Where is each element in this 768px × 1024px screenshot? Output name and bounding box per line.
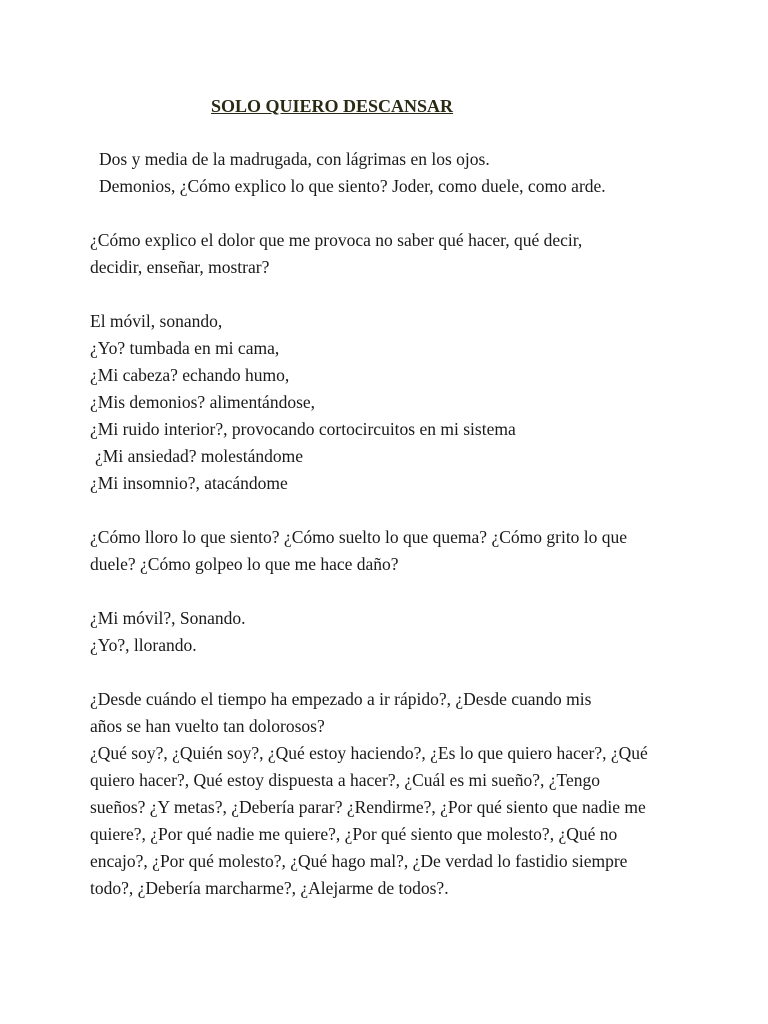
text-line: años se han vuelto tan dolorosos?	[90, 716, 325, 736]
text-line: ¿Mis demonios? alimentándose,	[90, 392, 316, 412]
text-line: Dos y media de la madrugada, con lágrimas en los ojos.	[99, 149, 490, 169]
text-line: duele? ¿Cómo golpeo lo que me hace daño?	[90, 554, 399, 574]
paragraph	[90, 686, 710, 902]
document-body	[90, 146, 710, 929]
paragraph	[90, 605, 710, 659]
text-line: ¿Yo? tumbada en mi cama,	[90, 338, 280, 358]
text-line: ¿Yo?, llorando.	[90, 635, 197, 655]
text-line: encajo?, ¿Por qué molesto?, ¿Qué hago mal?, ¿De verdad lo fastidio siempre	[90, 851, 628, 871]
paragraph	[90, 146, 710, 200]
text-line: ¿Mi ansiedad? molestándome	[95, 446, 303, 466]
text-line: ¿Mi ruido interior?, provocando cortocircuitos en mi sistema	[90, 419, 516, 439]
paragraph	[90, 524, 710, 578]
document-title: SOLO QUIERO DESCANSAR	[211, 96, 454, 116]
text-line: ¿Mi móvil?, Sonando.	[90, 608, 246, 628]
text-line: sueños? ¿Y metas?, ¿Debería parar? ¿Rendirme?, ¿Por qué siento que nadie me	[90, 797, 646, 817]
text-line: ¿Desde cuándo el tiempo ha empezado a ir rápido?, ¿Desde cuando mis	[90, 689, 592, 709]
paragraph	[90, 308, 710, 497]
text-line: ¿Cómo explico el dolor que me provoca no saber qué hacer, qué decir,	[90, 230, 583, 250]
text-line: ¿Qué soy?, ¿Quién soy?, ¿Qué estoy haciendo?, ¿Es lo que quiero hacer?, ¿Qué	[90, 743, 648, 763]
text-line: Demonios, ¿Cómo explico lo que siento? Joder, como duele, como arde.	[99, 176, 606, 196]
text-line: decidir, enseñar, mostrar?	[90, 257, 270, 277]
text-line: quiere?, ¿Por qué nadie me quiere?, ¿Por qué siento que molesto?, ¿Qué no	[90, 824, 618, 844]
text-line: ¿Cómo lloro lo que siento? ¿Cómo suelto lo que quema? ¿Cómo grito lo que	[90, 527, 628, 547]
text-line: ¿Mi insomnio?, atacándome	[90, 473, 288, 493]
text-line: quiero hacer?, Qué estoy dispuesta a hacer?, ¿Cuál es mi sueño?, ¿Tengo	[90, 770, 600, 790]
text-line: El móvil, sonando,	[90, 311, 223, 331]
text-line: todo?, ¿Debería marcharme?, ¿Alejarme de todos?.	[90, 878, 449, 898]
paragraph	[90, 227, 710, 281]
text-line: ¿Mi cabeza? echando humo,	[90, 365, 290, 385]
